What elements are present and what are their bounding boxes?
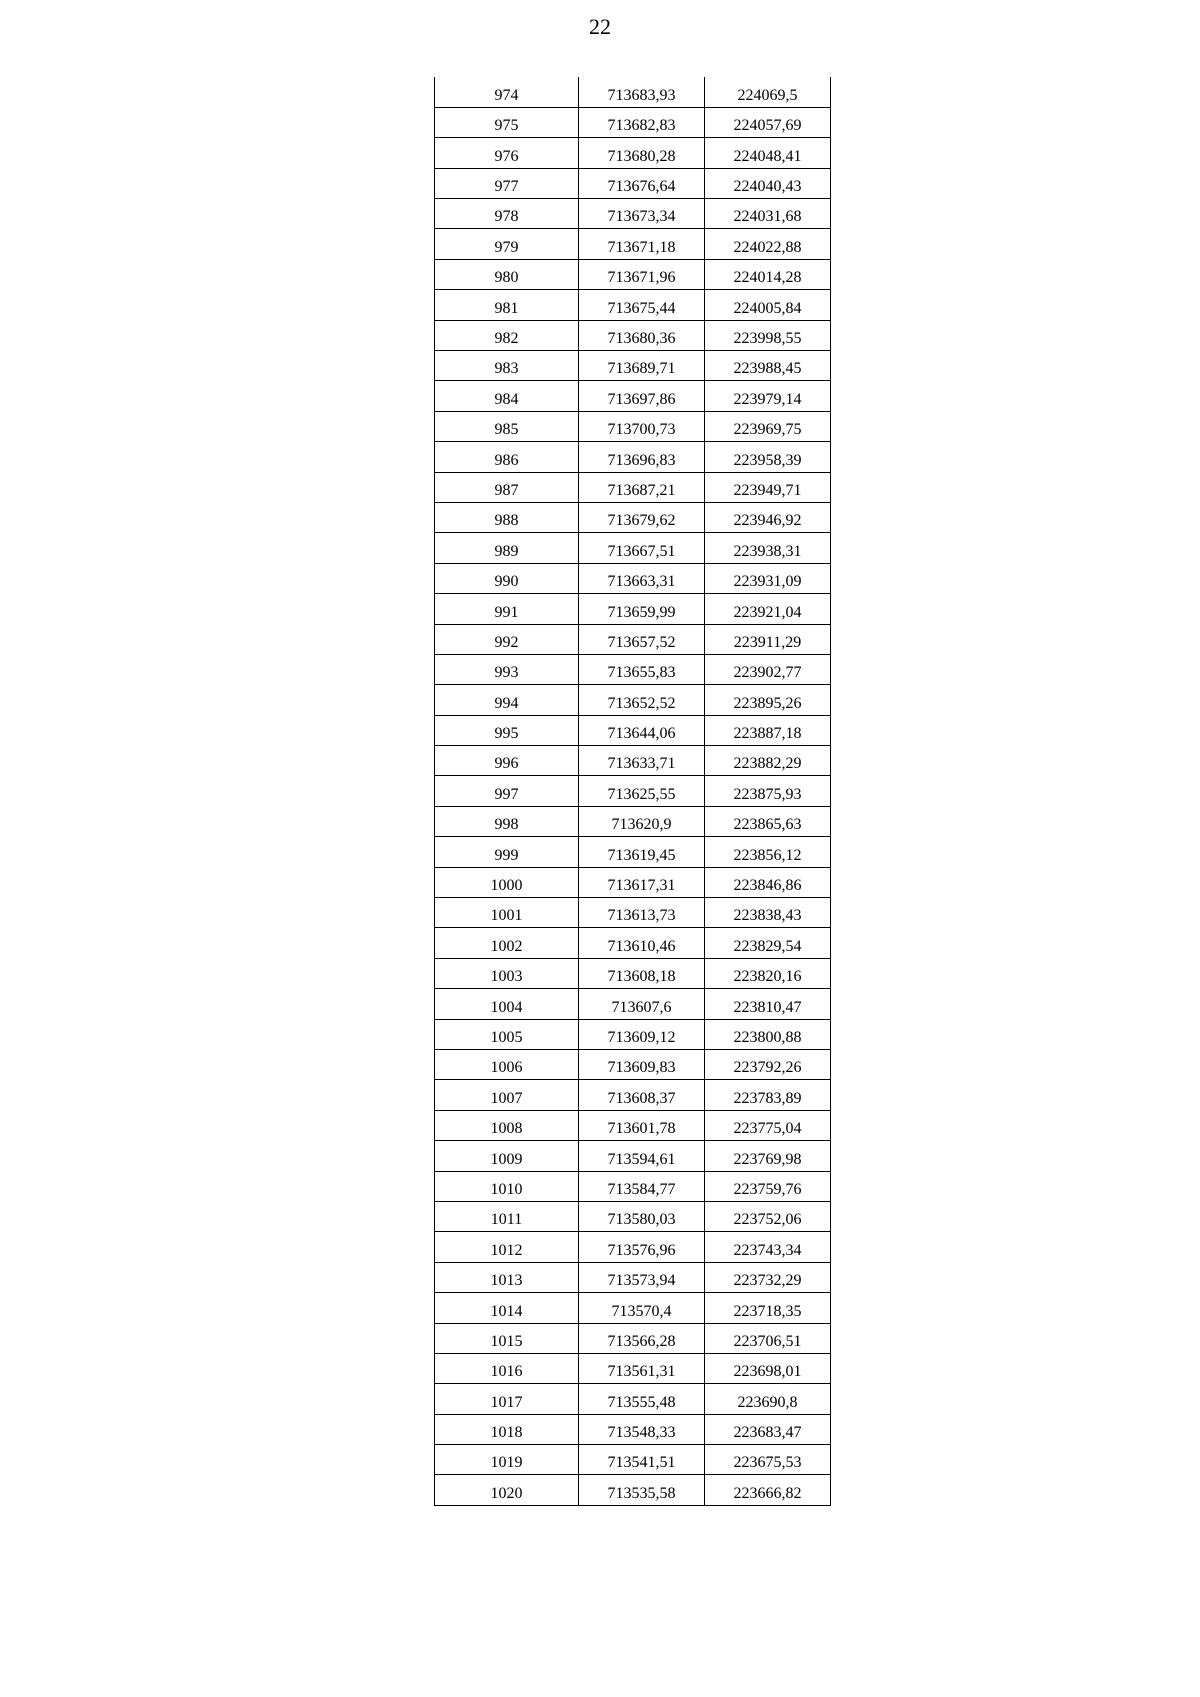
table-row bbox=[435, 1080, 831, 1110]
x-coordinate-cell: 713548,33 bbox=[579, 1414, 705, 1444]
y-coordinate-cell: 223946,92 bbox=[705, 502, 831, 532]
y-coordinate-cell: 223902,77 bbox=[705, 654, 831, 684]
point-number-cell: 978 bbox=[435, 199, 579, 229]
point-number-cell: 991 bbox=[435, 594, 579, 624]
point-number-cell: 1006 bbox=[435, 1050, 579, 1080]
table-row bbox=[435, 654, 831, 684]
point-number-cell: 974 bbox=[435, 77, 579, 107]
page-number: 22 bbox=[589, 14, 611, 39]
table-row bbox=[435, 806, 831, 836]
y-coordinate-cell: 223865,63 bbox=[705, 806, 831, 836]
x-coordinate-cell: 713620,9 bbox=[579, 806, 705, 836]
x-coordinate-cell: 713584,77 bbox=[579, 1171, 705, 1201]
y-coordinate-cell: 223675,53 bbox=[705, 1445, 831, 1475]
x-coordinate-cell: 713580,03 bbox=[579, 1201, 705, 1231]
x-coordinate-cell: 713657,52 bbox=[579, 624, 705, 654]
x-coordinate-cell: 713576,96 bbox=[579, 1232, 705, 1262]
y-coordinate-cell: 224014,28 bbox=[705, 259, 831, 289]
table-row bbox=[435, 1475, 831, 1505]
table-row bbox=[435, 351, 831, 381]
x-coordinate-cell: 713625,55 bbox=[579, 776, 705, 806]
y-coordinate-cell: 223775,04 bbox=[705, 1110, 831, 1140]
point-number-cell: 1003 bbox=[435, 958, 579, 988]
y-coordinate-cell: 223829,54 bbox=[705, 928, 831, 958]
y-coordinate-cell: 223783,89 bbox=[705, 1080, 831, 1110]
table-row bbox=[435, 1201, 831, 1231]
point-number-cell: 1011 bbox=[435, 1201, 579, 1231]
y-coordinate-cell: 223856,12 bbox=[705, 837, 831, 867]
y-coordinate-cell: 223875,93 bbox=[705, 776, 831, 806]
y-coordinate-cell: 223769,98 bbox=[705, 1141, 831, 1171]
point-number-cell: 1013 bbox=[435, 1262, 579, 1292]
y-coordinate-cell: 224031,68 bbox=[705, 199, 831, 229]
y-coordinate-cell: 224040,43 bbox=[705, 168, 831, 198]
x-coordinate-cell: 713676,64 bbox=[579, 168, 705, 198]
point-number-cell: 986 bbox=[435, 442, 579, 472]
x-coordinate-cell: 713608,37 bbox=[579, 1080, 705, 1110]
table-row bbox=[435, 502, 831, 532]
x-coordinate-cell: 713617,31 bbox=[579, 867, 705, 897]
x-coordinate-cell: 713675,44 bbox=[579, 290, 705, 320]
point-number-cell: 995 bbox=[435, 715, 579, 745]
table-row bbox=[435, 107, 831, 137]
point-number-cell: 1016 bbox=[435, 1353, 579, 1383]
x-coordinate-cell: 713555,48 bbox=[579, 1384, 705, 1414]
x-coordinate-cell: 713541,51 bbox=[579, 1445, 705, 1475]
x-coordinate-cell: 713683,93 bbox=[579, 77, 705, 107]
x-coordinate-cell: 713680,36 bbox=[579, 320, 705, 350]
x-coordinate-cell: 713633,71 bbox=[579, 746, 705, 776]
point-number-cell: 989 bbox=[435, 533, 579, 563]
point-number-cell: 1001 bbox=[435, 898, 579, 928]
table-row bbox=[435, 1262, 831, 1292]
point-number-cell: 981 bbox=[435, 290, 579, 320]
point-number-cell: 1012 bbox=[435, 1232, 579, 1262]
table-row bbox=[435, 1353, 831, 1383]
x-coordinate-cell: 713594,61 bbox=[579, 1141, 705, 1171]
point-number-cell: 1009 bbox=[435, 1141, 579, 1171]
x-coordinate-cell: 713655,83 bbox=[579, 654, 705, 684]
point-number-cell: 1007 bbox=[435, 1080, 579, 1110]
table-row bbox=[435, 1050, 831, 1080]
y-coordinate-cell: 223683,47 bbox=[705, 1414, 831, 1444]
point-number-cell: 993 bbox=[435, 654, 579, 684]
y-coordinate-cell: 223846,86 bbox=[705, 867, 831, 897]
table-row bbox=[435, 259, 831, 289]
table-row bbox=[435, 1141, 831, 1171]
table-row bbox=[435, 77, 831, 107]
table-row bbox=[435, 685, 831, 715]
table-row bbox=[435, 837, 831, 867]
table-row bbox=[435, 290, 831, 320]
table-row bbox=[435, 138, 831, 168]
point-number-cell: 984 bbox=[435, 381, 579, 411]
x-coordinate-cell: 713610,46 bbox=[579, 928, 705, 958]
y-coordinate-cell: 223666,82 bbox=[705, 1475, 831, 1505]
point-number-cell: 990 bbox=[435, 563, 579, 593]
y-coordinate-cell: 223958,39 bbox=[705, 442, 831, 472]
table-row bbox=[435, 1293, 831, 1323]
y-coordinate-cell: 224005,84 bbox=[705, 290, 831, 320]
table-row bbox=[435, 1414, 831, 1444]
x-coordinate-cell: 713679,62 bbox=[579, 502, 705, 532]
point-number-cell: 1018 bbox=[435, 1414, 579, 1444]
point-number-cell: 982 bbox=[435, 320, 579, 350]
table-row bbox=[435, 1171, 831, 1201]
y-coordinate-cell: 223810,47 bbox=[705, 989, 831, 1019]
y-coordinate-cell: 223752,06 bbox=[705, 1201, 831, 1231]
point-number-cell: 999 bbox=[435, 837, 579, 867]
table-row bbox=[435, 442, 831, 472]
point-number-cell: 979 bbox=[435, 229, 579, 259]
table-row bbox=[435, 776, 831, 806]
y-coordinate-cell: 223820,16 bbox=[705, 958, 831, 988]
y-coordinate-cell: 223911,29 bbox=[705, 624, 831, 654]
table-row bbox=[435, 1110, 831, 1140]
y-coordinate-cell: 223800,88 bbox=[705, 1019, 831, 1049]
point-number-cell: 1019 bbox=[435, 1445, 579, 1475]
point-number-cell: 975 bbox=[435, 107, 579, 137]
y-coordinate-cell: 223838,43 bbox=[705, 898, 831, 928]
table-row bbox=[435, 381, 831, 411]
table-row bbox=[435, 746, 831, 776]
point-number-cell: 1014 bbox=[435, 1293, 579, 1323]
x-coordinate-cell: 713700,73 bbox=[579, 411, 705, 441]
y-coordinate-cell: 223988,45 bbox=[705, 351, 831, 381]
point-number-cell: 1020 bbox=[435, 1475, 579, 1505]
x-coordinate-cell: 713619,45 bbox=[579, 837, 705, 867]
table-row bbox=[435, 320, 831, 350]
table-row bbox=[435, 199, 831, 229]
y-coordinate-cell: 224048,41 bbox=[705, 138, 831, 168]
y-coordinate-cell: 224057,69 bbox=[705, 107, 831, 137]
point-number-cell: 1002 bbox=[435, 928, 579, 958]
x-coordinate-cell: 713561,31 bbox=[579, 1353, 705, 1383]
x-coordinate-cell: 713671,18 bbox=[579, 229, 705, 259]
table-row bbox=[435, 867, 831, 897]
point-number-cell: 997 bbox=[435, 776, 579, 806]
point-number-cell: 977 bbox=[435, 168, 579, 198]
point-number-cell: 1000 bbox=[435, 867, 579, 897]
point-number-cell: 1015 bbox=[435, 1323, 579, 1353]
x-coordinate-cell: 713608,18 bbox=[579, 958, 705, 988]
y-coordinate-cell: 223887,18 bbox=[705, 715, 831, 745]
y-coordinate-cell: 223895,26 bbox=[705, 685, 831, 715]
point-number-cell: 994 bbox=[435, 685, 579, 715]
point-number-cell: 976 bbox=[435, 138, 579, 168]
point-number-cell: 992 bbox=[435, 624, 579, 654]
table-row bbox=[435, 958, 831, 988]
x-coordinate-cell: 713570,4 bbox=[579, 1293, 705, 1323]
point-number-cell: 985 bbox=[435, 411, 579, 441]
x-coordinate-cell: 713689,71 bbox=[579, 351, 705, 381]
table-row bbox=[435, 411, 831, 441]
x-coordinate-cell: 713609,12 bbox=[579, 1019, 705, 1049]
point-number-cell: 996 bbox=[435, 746, 579, 776]
y-coordinate-cell: 223698,01 bbox=[705, 1353, 831, 1383]
x-coordinate-cell: 713601,78 bbox=[579, 1110, 705, 1140]
coordinates-table bbox=[434, 77, 831, 1506]
y-coordinate-cell: 223792,26 bbox=[705, 1050, 831, 1080]
x-coordinate-cell: 713680,28 bbox=[579, 138, 705, 168]
x-coordinate-cell: 713652,52 bbox=[579, 685, 705, 715]
point-number-cell: 980 bbox=[435, 259, 579, 289]
table-row bbox=[435, 1232, 831, 1262]
table-row bbox=[435, 472, 831, 502]
table-row bbox=[435, 1384, 831, 1414]
x-coordinate-cell: 713613,73 bbox=[579, 898, 705, 928]
x-coordinate-cell: 713673,34 bbox=[579, 199, 705, 229]
point-number-cell: 1017 bbox=[435, 1384, 579, 1414]
x-coordinate-cell: 713644,06 bbox=[579, 715, 705, 745]
y-coordinate-cell: 223743,34 bbox=[705, 1232, 831, 1262]
y-coordinate-cell: 223706,51 bbox=[705, 1323, 831, 1353]
y-coordinate-cell: 223718,35 bbox=[705, 1293, 831, 1323]
table-row bbox=[435, 898, 831, 928]
point-number-cell: 1005 bbox=[435, 1019, 579, 1049]
x-coordinate-cell: 713687,21 bbox=[579, 472, 705, 502]
y-coordinate-cell: 223690,8 bbox=[705, 1384, 831, 1414]
point-number-cell: 983 bbox=[435, 351, 579, 381]
point-number-cell: 998 bbox=[435, 806, 579, 836]
point-number-cell: 988 bbox=[435, 502, 579, 532]
x-coordinate-cell: 713696,83 bbox=[579, 442, 705, 472]
table-row bbox=[435, 1445, 831, 1475]
y-coordinate-cell: 224069,5 bbox=[705, 77, 831, 107]
x-coordinate-cell: 713682,83 bbox=[579, 107, 705, 137]
y-coordinate-cell: 223732,29 bbox=[705, 1262, 831, 1292]
x-coordinate-cell: 713566,28 bbox=[579, 1323, 705, 1353]
point-number-cell: 1010 bbox=[435, 1171, 579, 1201]
table-row bbox=[435, 624, 831, 654]
table-row bbox=[435, 563, 831, 593]
y-coordinate-cell: 223931,09 bbox=[705, 563, 831, 593]
x-coordinate-cell: 713609,83 bbox=[579, 1050, 705, 1080]
y-coordinate-cell: 223969,75 bbox=[705, 411, 831, 441]
point-number-cell: 987 bbox=[435, 472, 579, 502]
point-number-cell: 1004 bbox=[435, 989, 579, 1019]
table-row bbox=[435, 594, 831, 624]
point-number-cell: 1008 bbox=[435, 1110, 579, 1140]
table-row bbox=[435, 1019, 831, 1049]
table-row bbox=[435, 229, 831, 259]
y-coordinate-cell: 223882,29 bbox=[705, 746, 831, 776]
table-row bbox=[435, 533, 831, 563]
table-row bbox=[435, 1323, 831, 1353]
y-coordinate-cell: 224022,88 bbox=[705, 229, 831, 259]
table-row bbox=[435, 989, 831, 1019]
x-coordinate-cell: 713659,99 bbox=[579, 594, 705, 624]
x-coordinate-cell: 713663,31 bbox=[579, 563, 705, 593]
x-coordinate-cell: 713667,51 bbox=[579, 533, 705, 563]
y-coordinate-cell: 223979,14 bbox=[705, 381, 831, 411]
y-coordinate-cell: 223938,31 bbox=[705, 533, 831, 563]
x-coordinate-cell: 713697,86 bbox=[579, 381, 705, 411]
y-coordinate-cell: 223998,55 bbox=[705, 320, 831, 350]
x-coordinate-cell: 713607,6 bbox=[579, 989, 705, 1019]
table-row bbox=[435, 715, 831, 745]
y-coordinate-cell: 223759,76 bbox=[705, 1171, 831, 1201]
x-coordinate-cell: 713573,94 bbox=[579, 1262, 705, 1292]
x-coordinate-cell: 713535,58 bbox=[579, 1475, 705, 1505]
coordinates-table-body bbox=[435, 77, 831, 1505]
y-coordinate-cell: 223921,04 bbox=[705, 594, 831, 624]
y-coordinate-cell: 223949,71 bbox=[705, 472, 831, 502]
table-row bbox=[435, 928, 831, 958]
x-coordinate-cell: 713671,96 bbox=[579, 259, 705, 289]
table-row bbox=[435, 168, 831, 198]
